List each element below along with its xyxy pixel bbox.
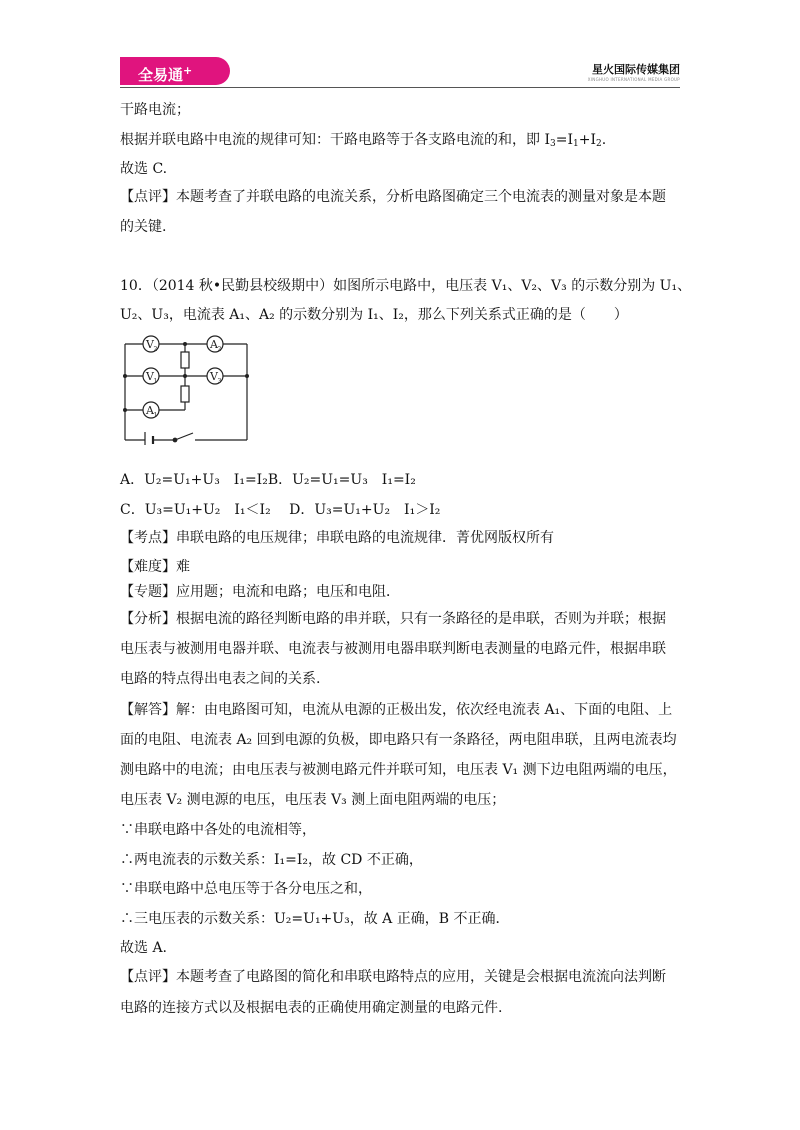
v1-label: V — [146, 370, 154, 383]
v2-label: V — [146, 338, 154, 351]
page-header — [120, 55, 680, 87]
prev-line-4: 【点评】本题考查了并联电路的电流关系，分析电路图确定三个电流表的测量对象是本题 — [120, 189, 666, 205]
options-c-d: C．U₃=U₁+U₂ I₁＜I₂ D．U₃=U₁+U₂ I₁＞I₂ — [120, 502, 441, 518]
solution-line-4: 电压表 V₂ 测电源的电压，电压表 V₃ 测上面电阻两端的电压； — [120, 792, 506, 808]
logo-text: 全易通 — [138, 66, 184, 84]
v1-sub: 1 — [153, 378, 158, 385]
ammeter-a2 — [207, 336, 223, 353]
prev-period: . — [601, 132, 607, 148]
v3-sub: 3 — [217, 378, 222, 385]
junction-dot — [123, 408, 127, 412]
logo — [120, 57, 230, 85]
brand-subtitle: XINGHUO INTERNATIONAL MEDIA GROUP — [587, 77, 680, 82]
header-divider — [120, 87, 680, 88]
prev-line-3: 故选 C. — [120, 161, 168, 177]
solution-line-3: 测电路中的电流；由电压表与被测电路元件并联可知，电压表 V₁ 测下边电阻两端的电压， — [120, 762, 677, 778]
answer: 故选 A. — [120, 940, 168, 956]
prev-line-2-text: 根据并联电路中电流的规律可知：干路电路等于各支路电流的和，即 I — [120, 132, 550, 148]
options-a-b: A．U₂=U₁+U₃ I₁=I₂B．U₂=U₁=U₃ I₁=I₂ — [120, 472, 416, 488]
question-10-line-2: U₂、U₃，电流表 A₁、A₂ 的示数分别为 I₁、I₂，那么下列关系式正确的是（ ） — [120, 307, 628, 323]
topic: 【专题】应用题；电流和电路；电压和电阻． — [120, 584, 400, 600]
junction-dot — [123, 374, 127, 378]
a2-sub: 2 — [217, 346, 222, 353]
prev-sub-2: 2 — [595, 139, 602, 149]
step-2: ∴两电流表的示数关系：I₁=I₂，故 CD 不正确， — [120, 852, 423, 868]
wire-bottom-right — [193, 433, 247, 440]
voltmeter-v1 — [143, 368, 159, 385]
prev-line-1: 干路电流； — [120, 102, 190, 118]
voltmeter-v2 — [143, 336, 159, 353]
junction-dot — [245, 374, 249, 378]
prev-plus: +I — [578, 132, 596, 148]
prev-line-2 — [120, 130, 680, 154]
analysis-line-3: 电路的特点得出电表之间的关系. — [120, 671, 321, 687]
prev-sub-3: 3 — [549, 139, 556, 149]
voltmeter-v3 — [207, 368, 223, 385]
comment-line-1: 【点评】本题考查了电路图的简化和串联电路特点的应用，关键是会根据电流流向法判断 — [120, 969, 666, 985]
analysis-line-2: 电压表与被测用电器并联、电流表与被测用电器串联判断电表测量的电路元件，根据串联 — [120, 641, 666, 657]
prev-eq: =I — [555, 132, 573, 148]
brand — [588, 61, 680, 82]
analysis-line-1: 【分析】根据电流的路径判断电路的串并联，只有一条路径的是串联，否则为并联；根据 — [120, 611, 666, 627]
kaodian: 【考点】串联电路的电压规律；串联电路的电流规律．菁优网版权所有 — [120, 530, 554, 546]
a2-label: A — [210, 338, 218, 351]
junction-dot — [183, 374, 187, 378]
switch-blade — [175, 433, 193, 440]
step-4: ∴三电压表的示数关系：U₂=U₁+U₃，故 A 正确，B 不正确． — [120, 911, 510, 927]
a1-sub: 1 — [153, 412, 158, 419]
resistor-lower — [181, 386, 189, 402]
ammeter-a1 — [143, 402, 159, 419]
prev-sub-1: 1 — [572, 139, 579, 149]
question-10-line-1: 10．（2014 秋•民勤县校级期中）如图所示电路中，电压表 V₁、V₂、V₃ 的示数分别为 U₁、 — [120, 278, 692, 294]
difficulty: 【难度】难 — [120, 559, 190, 575]
logo-plus: + — [183, 64, 193, 77]
v2-sub: 2 — [153, 346, 158, 353]
resistor-upper — [181, 352, 189, 368]
solution-line-1: 【解答】解：由电路图可知，电流从电源的正极出发，依次经电流表 A₁、下面的电阻、上 — [120, 702, 673, 718]
circuit-diagram — [115, 330, 255, 445]
v3-label: V — [210, 370, 218, 383]
prev-line-5: 的关键. — [120, 219, 167, 235]
comment-line-2: 电路的连接方式以及根据电表的正确使用确定测量的电路元件. — [120, 1000, 503, 1016]
step-3: ∵串联电路中总电压等于各分电压之和， — [120, 881, 372, 897]
a1-label: A — [146, 404, 154, 417]
junction-dot — [183, 342, 187, 346]
brand-name: 星火国际传媒集团 — [592, 63, 680, 76]
step-1: ∵串联电路中各处的电流相等， — [120, 822, 316, 838]
solution-line-2: 面的电阻、电流表 A₂ 回到电源的负极，即电路只有一条路径，两电阻串联，且两电流表均 — [120, 732, 677, 748]
